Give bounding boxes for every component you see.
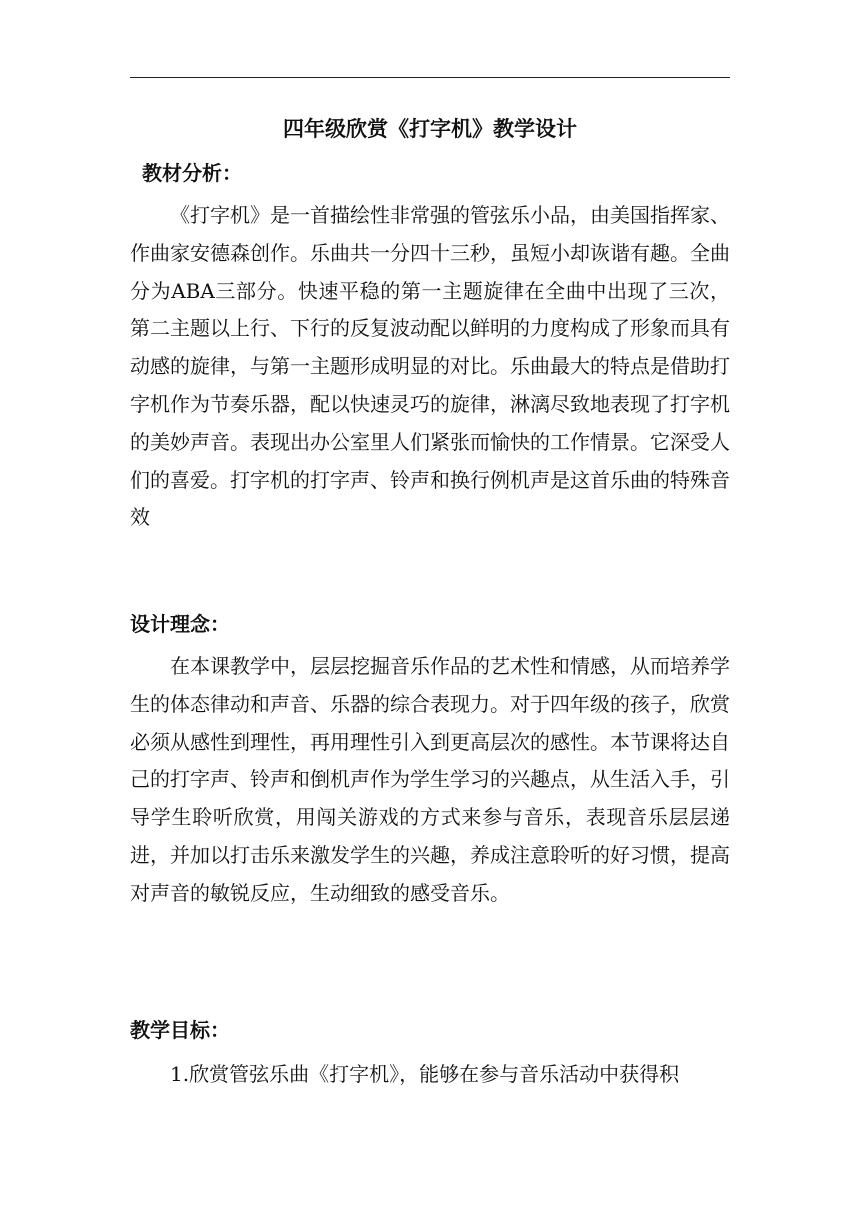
section-paragraph-teaching-goals: 1.欣赏管弦乐曲《打字机》，能够在参与音乐活动中获得积 — [170, 1062, 680, 1086]
page-title: 四年级欣赏《打字机》教学设计 — [283, 116, 577, 141]
section-paragraph-design-concept: 在本课教学中，层层挖掘音乐作品的艺术性和情感，从而培养学生的体态律动和声音、乐器的综合表现力。对于四年级的孩子，欣赏必须从感性到理性，再用理性引入到更高层次的感性。本节课将达自己的打字声、铃声和倒机声作为学生学习的兴趣点，从生活入手，引导学生聆听欣赏，用闯关游戏的方式来参与音乐，表现音乐层层递进，并加以打击乐来激发学生的兴趣，养成注意聆听的好习惯，提高对声音的敏锐反应，生动细致的感受音乐。 — [130, 654, 730, 905]
section-heading-material-analysis: 教材分析： — [142, 161, 242, 185]
section-heading-teaching-goals: 教学目标： — [130, 1018, 230, 1042]
header-rule — [130, 77, 730, 78]
section-heading-design-concept: 设计理念： — [130, 612, 230, 636]
section-paragraph-material-analysis: 《打字机》是一首描绘性非常强的管弦乐小品，由美国指挥家、作曲家安德森创作。乐曲共一分四十三秒，虽短小却诙谐有趣。全曲分为ABA三部分。快速平稳的第一主题旋律在全曲中出现了三次，第二主题以上行、下行的反复波动配以鲜明的力度构成了形象而具有动感的旋律，与第一主题形成明显的对比。乐曲最大的特点是借助打字机作为节奏乐器，配以快速灵巧的旋律，淋漓尽致地表现了打字机的美妙声音。表现出办公室里人们紧张而愉快的工作情景。它深受人们的喜爱。打字机的打字声、铃声和换行例机声是这首乐曲的特殊音效 — [130, 203, 730, 530]
